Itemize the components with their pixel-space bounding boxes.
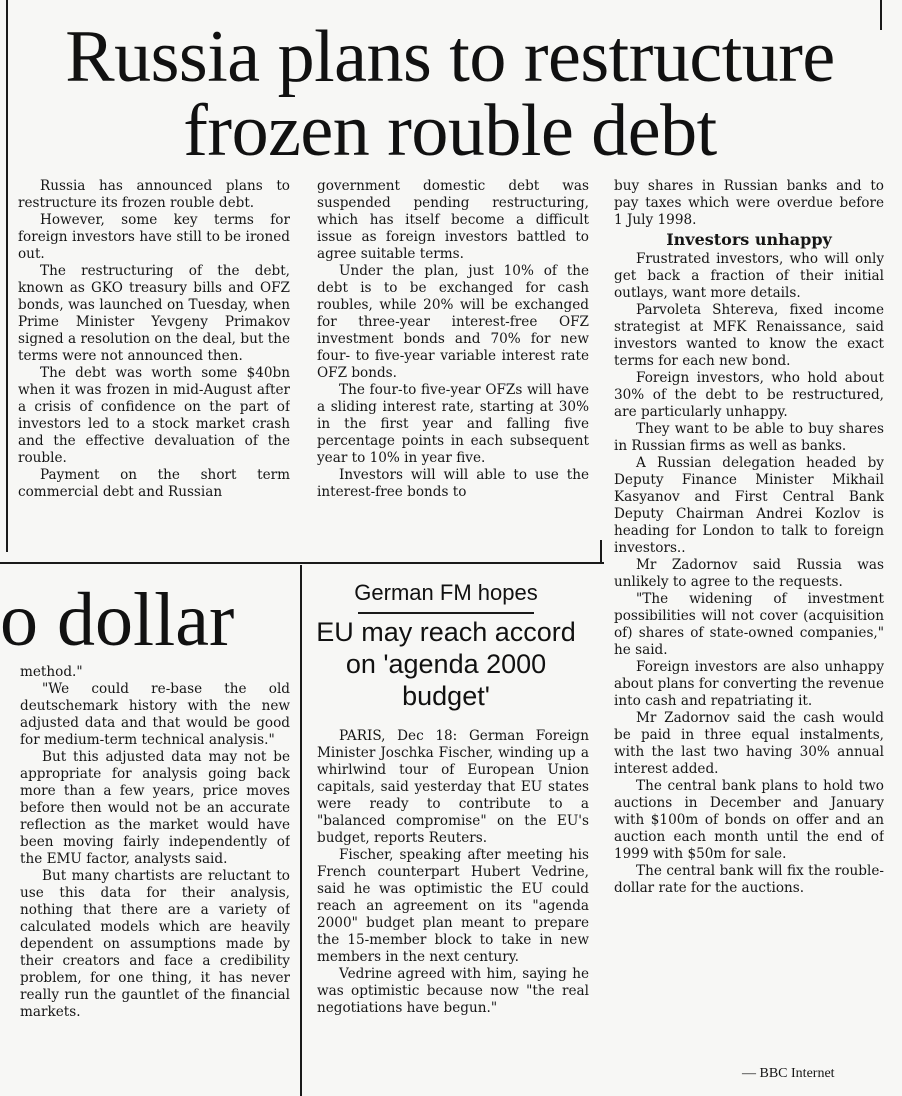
section-subhead: Investors unhappy bbox=[666, 230, 832, 249]
paragraph: However, some key terms for foreign investors have still to be ironed out. bbox=[18, 212, 290, 262]
paragraph: Investors will will able to use the interest-free bonds to bbox=[317, 467, 589, 500]
german-column bbox=[317, 728, 589, 1092]
russia-column-1 bbox=[18, 178, 290, 556]
section-divider-horizontal bbox=[0, 562, 604, 564]
paragraph: Russia has announced plans to restructure its frozen rouble debt. bbox=[18, 178, 290, 211]
paragraph: Under the plan, just 10% of the debt is to be exchanged for cash roubles, while 20% will be exchanged for three-year interest-free OFZ investment bonds and 70% for new four- to five-year variable interest rate OFZ bonds. bbox=[317, 263, 589, 381]
headline-line-2: frozen rouble debt bbox=[183, 90, 717, 172]
paragraph: Fischer, speaking after meeting his French counterpart Hubert Vedrine, said he was optimistic the EU could reach an agreement on its "agenda 2000" budget plan meant to prepare the 15-member block to take in new members in the next century. bbox=[317, 847, 589, 965]
kicker-rule bbox=[358, 612, 534, 614]
paragraph: The restructuring of the debt, known as GKO treasury bills and OFZ bonds, was launched on Tuesday, when Prime Minister Yevgeny Primakov signed a resolution on the deal, but the terms were not announced then. bbox=[18, 263, 290, 364]
paragraph: The central bank will fix the rouble-dollar rate for the auctions. bbox=[614, 863, 884, 896]
paragraph: A Russian delegation headed by Deputy Finance Minister Mikhail Kasyanov and First Central Bank Deputy Chairman Andrei Kozlov is heading for London to talk to foreign investors.. bbox=[614, 455, 884, 556]
paragraph: method." bbox=[20, 664, 83, 680]
paragraph: The central bank plans to hold two auctions in December and January with $100m of bonds on offer and an auction each month until the end of 1999 with $50m for sale. bbox=[614, 778, 884, 862]
headline-line-1: Russia plans to restructure bbox=[65, 16, 835, 98]
paragraph: PARIS, Dec 18: German Foreign Minister Joschka Fischer, winding up a whirlwind tour of European Union capitals, said yesterday that EU states were ready to contribute to a "balanced compromise" on the EU's budget, reports Reuters. bbox=[317, 728, 589, 846]
paragraph: "We could re-base the old deutschemark history with the new adjusted data and that would be good for medium-term technical analysis." bbox=[20, 681, 290, 748]
section-divider-vertical bbox=[600, 540, 602, 564]
byline-credit: — BBC Internet bbox=[742, 1066, 835, 1081]
paragraph: Parvoleta Shtereva, fixed income strategist at MFK Renaissance, said investors wanted to know the exact terms for each new bond. bbox=[614, 302, 884, 369]
paragraph: But this adjusted data may not be appropriate for analysis going back more than a few years, price moves before then would not be an accurate reflection as the market would have been moving fairly independently of the EMU factor, analysts said. bbox=[20, 749, 290, 867]
paragraph: Mr Zadornov said the cash would be paid in three equal instalments, with the last two having 30% annual interest added. bbox=[614, 710, 884, 777]
left-column-rule bbox=[6, 0, 8, 552]
german-article-headline bbox=[300, 578, 592, 712]
paragraph: Frustrated investors, who will only get back a fraction of their initial outlays, want more details. bbox=[614, 251, 884, 301]
russia-column-2 bbox=[317, 178, 589, 556]
paragraph: They want to be able to buy shares in Russian firms as well as banks. bbox=[614, 421, 884, 454]
paragraph: The four-to five-year OFZs will have a sliding interest rate, starting at 30% in the first year and falling five percentage points in each subsequent year to 10% in year five. bbox=[317, 382, 589, 466]
dollar-column bbox=[20, 664, 290, 1092]
russia-column-3 bbox=[614, 178, 884, 1078]
paragraph: government domestic debt was suspended pending restructuring, which has itself become a difficult issue as foreign investors battled to agree suitable terms. bbox=[317, 178, 589, 262]
german-kicker: German FM hopes bbox=[354, 580, 538, 605]
german-title: EU may reach accord on 'agenda 2000 budget' bbox=[316, 617, 576, 711]
paragraph: Payment on the short term commercial debt and Russian bbox=[18, 467, 290, 500]
paragraph: "The widening of investment possibilities will not cover (acquisition of) shares of state-owned companies," he said. bbox=[614, 591, 884, 658]
dollar-headline-fragment: o dollar bbox=[0, 578, 235, 662]
paragraph: Mr Zadornov said Russia was unlikely to agree to the requests. bbox=[614, 557, 884, 590]
paragraph: Vedrine agreed with him, saying he was optimistic because now "the real negotiations have begun." bbox=[317, 966, 589, 1016]
paragraph: Foreign investors, who hold about 30% of the debt to be restructured, are particularly unhappy. bbox=[614, 370, 884, 420]
main-headline bbox=[10, 16, 890, 172]
paragraph: But many chartists are reluctant to use this data for their analysis, nothing that there are a variety of calculated models which are heavily dependent on assumptions made by their creators and face a credibility problem, for one thing, it has never really run the gauntlet of the financial markets. bbox=[20, 868, 290, 1020]
paragraph: buy shares in Russian banks and to pay taxes which were overdue before 1 July 1998. bbox=[614, 178, 884, 228]
paragraph: Foreign investors are also unhappy about plans for converting the revenue into cash and repatriating it. bbox=[614, 659, 884, 709]
paragraph: The debt was worth some $40bn when it was frozen in mid-August after a crisis of confidence on the part of investors led to a stock market crash and the effective devaluation of the rouble. bbox=[18, 365, 290, 466]
